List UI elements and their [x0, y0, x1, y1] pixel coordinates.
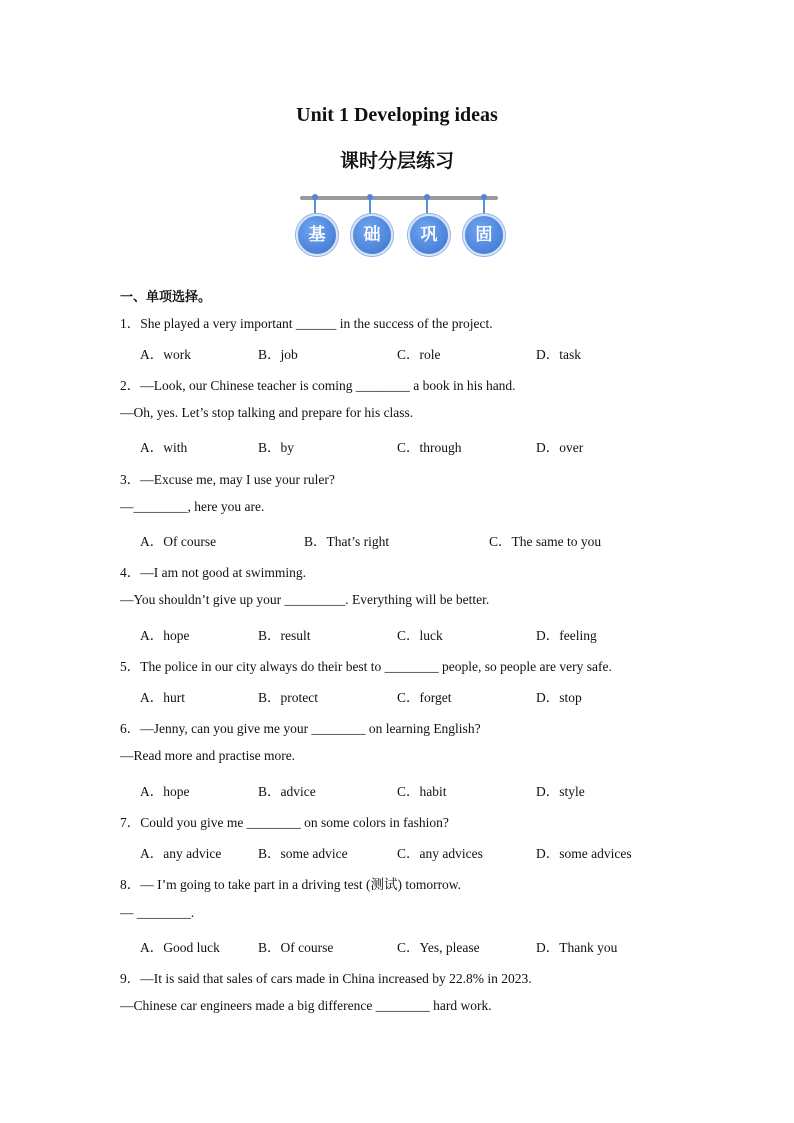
section-banner [296, 190, 502, 256]
question-1-line: 1．She played a very important ______ in the success of the project. [120, 316, 493, 331]
q4-option-a: A．hope [140, 628, 190, 643]
q3-option-a: A．Of course [140, 534, 217, 549]
question-2-reply: —Oh, yes. Let’s stop talking and prepare for his class. [120, 405, 414, 420]
q4-option-b: B．result [258, 628, 311, 643]
q5-option-b: B．protect [258, 690, 318, 705]
question-9-line: 9．—It is said that sales of cars made in China increased by 22.8% in 2023. [120, 971, 532, 986]
section-heading: 一、单项选择。 [120, 290, 212, 305]
question-7-line: 7．Could you give me ________ on some colors in fashion? [120, 815, 449, 830]
badge-gong: 巩 [408, 214, 450, 256]
q5-option-d: D．stop [536, 690, 582, 705]
question-9-reply: —Chinese car engineers made a big difference ________ hard work. [120, 998, 492, 1013]
q7-option-c: C．any advices [397, 846, 483, 861]
q7-option-a: A．any advice [140, 846, 222, 861]
page-subtitle: 课时分层练习 [339, 150, 454, 172]
q8-option-c: C．Yes, please [397, 940, 480, 955]
q8-option-b: B．Of course [258, 940, 334, 955]
q6-option-c: C．habit [397, 784, 447, 799]
question-4-line: 4．—I am not good at swimming. [120, 565, 306, 580]
q8-option-d: D．Thank you [536, 940, 618, 955]
q5-option-c: C．forget [397, 690, 452, 705]
q2-option-b: B．by [258, 440, 295, 455]
badge-ji: 基 [296, 214, 338, 256]
q2-option-a: A．with [140, 440, 188, 455]
q3-option-b: B．That’s right [304, 534, 390, 549]
question-8-line: 8．— I’m going to take part in a driving test (测试) tomorrow. [120, 877, 462, 892]
question-3-line: 3．—Excuse me, may I use your ruler? [120, 472, 335, 487]
q7-option-b: B．some advice [258, 846, 348, 861]
question-6-reply: —Read more and practise more. [120, 748, 296, 763]
q1-option-a: A．work [140, 347, 191, 362]
q2-option-c: C．through [397, 440, 462, 455]
q1-option-b: B．job [258, 347, 298, 362]
question-5-line: 5．The police in our city always do their best to ________ people, so people are very safe. [120, 659, 612, 674]
question-6-line: 6．—Jenny, can you give me your ________ on learning English? [120, 721, 481, 736]
q1-option-d: D．task [536, 347, 581, 362]
q4-option-d: D．feeling [536, 628, 597, 643]
q4-option-c: C．luck [397, 628, 443, 643]
q3-option-c: C．The same to you [489, 534, 602, 549]
question-8-reply: — ________. [120, 905, 195, 920]
q5-option-a: A．hurt [140, 690, 185, 705]
question-3-reply: —________, here you are. [120, 499, 265, 514]
q6-option-a: A．hope [140, 784, 190, 799]
question-2-line: 2．—Look, our Chinese teacher is coming ________ a book in his hand. [120, 378, 516, 393]
q1-option-c: C．role [397, 347, 441, 362]
q6-option-d: D．style [536, 784, 585, 799]
q2-option-d: D．over [536, 440, 584, 455]
q8-option-a: A．Good luck [140, 940, 220, 955]
page-title: Unit 1 Developing ideas [296, 104, 498, 126]
badge-gu: 固 [463, 214, 505, 256]
banner-bar [300, 196, 498, 200]
question-4-reply: —You shouldn’t give up your _________. Everything will be better. [120, 592, 490, 607]
q7-option-d: D．some advices [536, 846, 632, 861]
badge-chu: 础 [351, 214, 393, 256]
q6-option-b: B．advice [258, 784, 316, 799]
